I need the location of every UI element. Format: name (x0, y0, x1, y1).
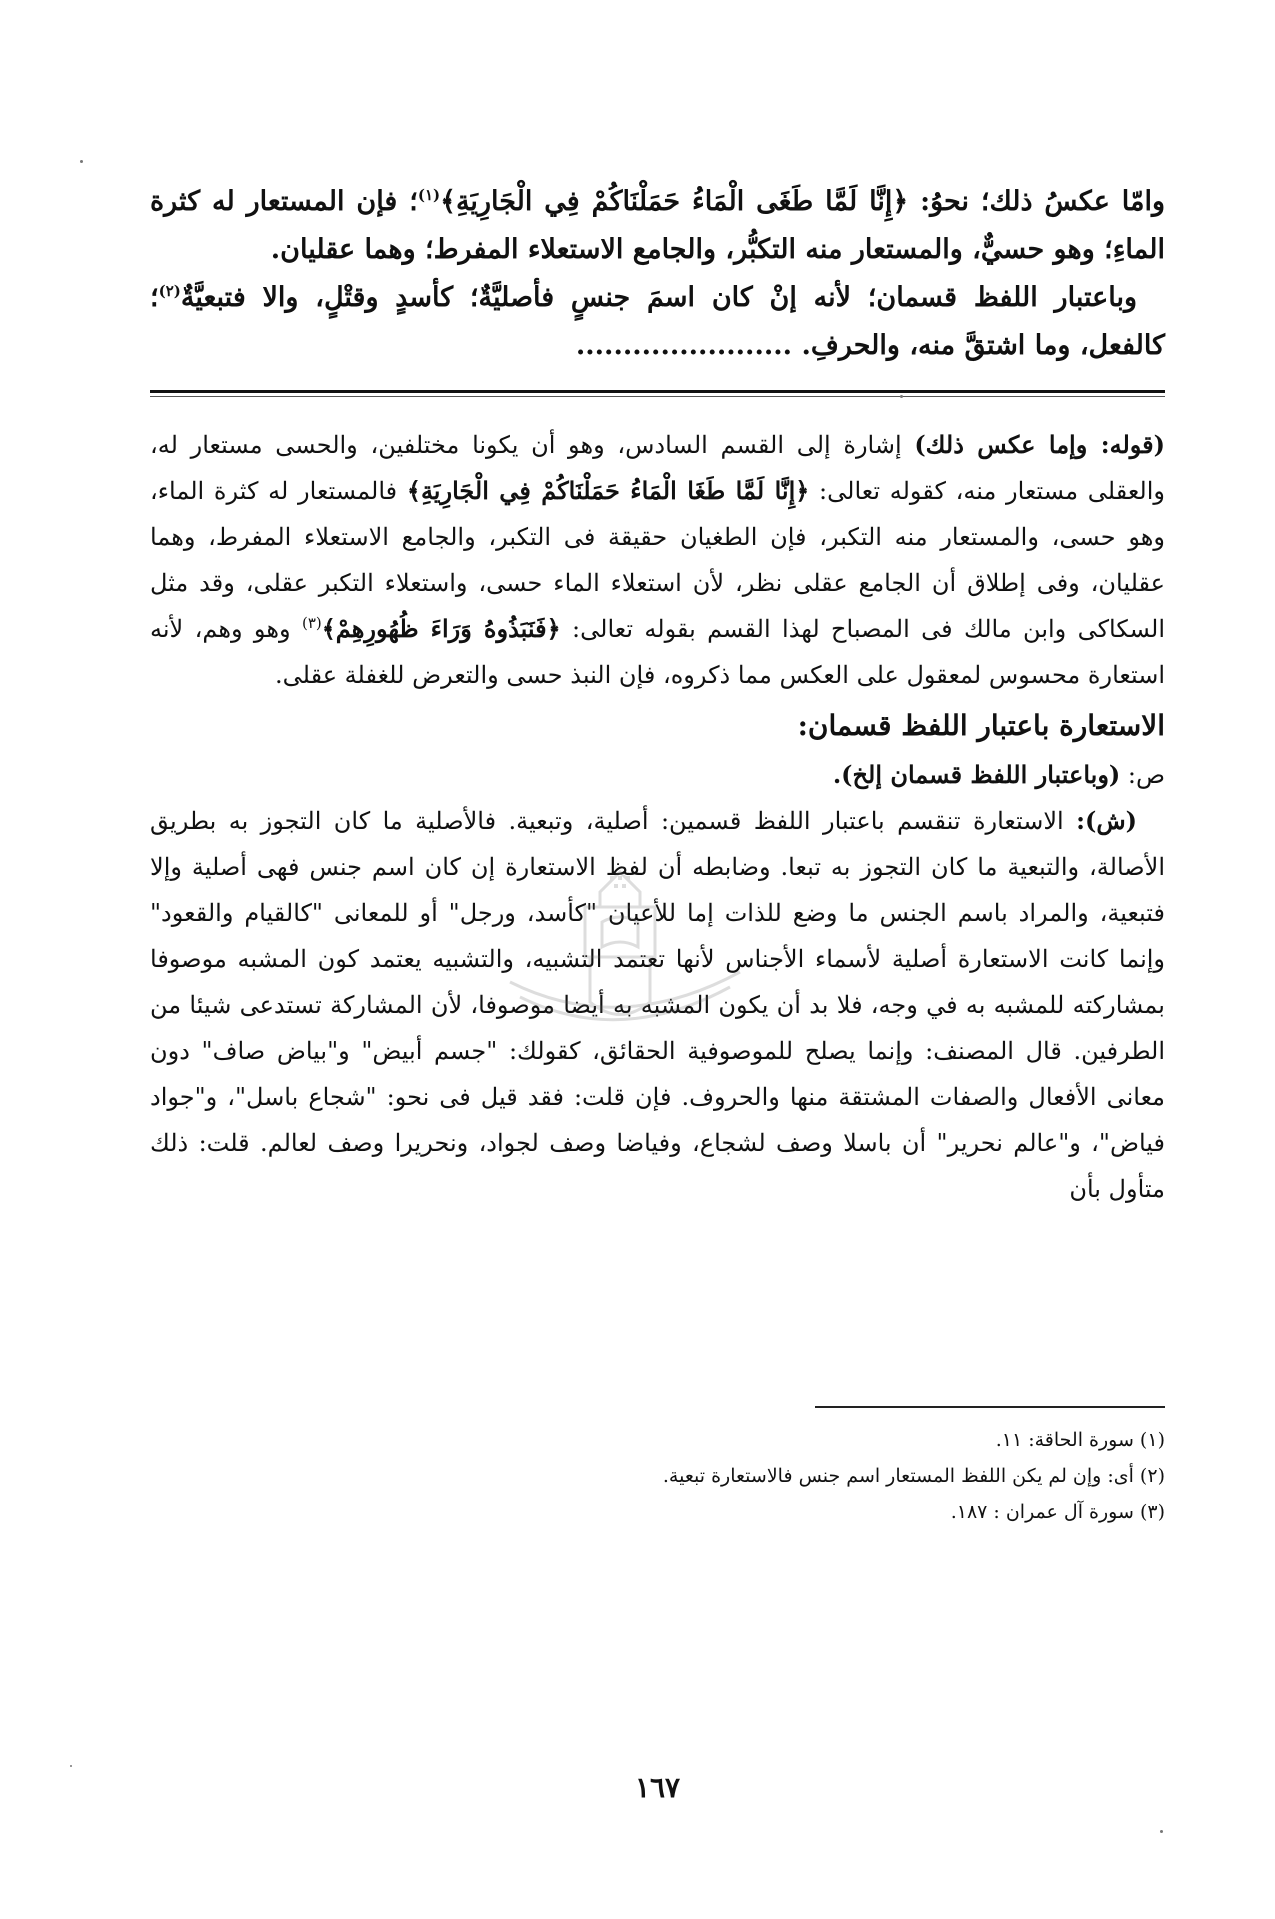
quran-verse: ﴿إِنَّا لَمَّا طَغَى الْمَاءُ حَمَلْنَاكُمْ فِي الْجَارِيَةِ﴾ (440, 186, 909, 217)
quran-verse: ﴿إِنَّا لَمَّا طَغَا الْمَاءُ حَمَلْنَاكُمْ فِي الْجَارِيَةِ﴾ (406, 476, 810, 505)
commentary-text (150, 422, 1165, 698)
scan-speck (80, 160, 83, 163)
commentary-label: (قوله: وإما عكس ذلك) (914, 430, 1165, 459)
footnote-marker: (٢) (158, 282, 181, 300)
commentary-segment: وهو وهم، لأنه استعارة محسوس لمعقول على العكس مما ذكروه، فإن النبذ حسى والتعرض للغفلة عقلى. (150, 615, 1165, 689)
matn-text-segment: وباعتبار اللفظ قسمان؛ لأنه إنْ كان اسمَ جنسٍ فأصليَّةٌ؛ كأسدٍ وقتْلٍ، والا فتبعيَّةٌ (180, 282, 1137, 313)
sharh-paragraph (150, 798, 1165, 1212)
matn-paragraph-1 (150, 178, 1165, 274)
sad-line (150, 752, 1165, 798)
section-heading: الاستعارة باعتبار اللفظ قسمان: (797, 709, 1165, 742)
matn-text-segment: وامّا عكسُ ذلك؛ نحوُ: (908, 186, 1165, 217)
commentary-segment: فالمستعار له كثرة الماء، وهو حسى، والمستعار منه التكبر، فإن الطغيان حقيقة فى التكبر، والجامع الاستعلاء المفرط، وهما عقليان، وفى إطلاق أن الجامع عقلى نظر، لأن استعلاء الماء حسى، واستعلاء التكبر عقلى، وقد مثل السكاكى وابن مالك فى المصباح لهذا القسم بقوله تعالى: (150, 477, 1166, 643)
footnote-item: (١) سورة الحاقة: ١١. (995, 1429, 1165, 1451)
footnote-rule (815, 1406, 1165, 1408)
scan-speck (70, 1765, 72, 1767)
matn-text-segment: ؛ كالفعل، وما اشتقَّ منه، والحرفِ. ....................... (150, 282, 1165, 361)
quran-verse: ﴿فَنَبَذُوهُ وَرَاءَ ظُهُورِهِمْ﴾ (321, 614, 561, 643)
commentary-paragraph (150, 422, 1165, 698)
sharh-text (150, 798, 1165, 1212)
footnote-marker: (١) (417, 186, 441, 204)
sharh-body: الاستعارة تنقسم باعتبار اللفظ قسمين: أصلية، وتبعية. فالأصلية ما كان التجوز به بطريق الأصالة، والتبعية ما كان التجوز به تبعا. وضابطه أن لفظ الاستعارة إن كان اسم جنس فهى أصلية وإلا فتبعية، والمراد باسم الجنس ما وضع للذات إما للأعيان "كأسد، ورجل" أو للمعانى "كالقيام والقعود" وإنما كانت الاستعارة أصلية لأسماء الأجناس لأنها تعتمد التشبيه، والتشبيه يعتمد كون المشبه موصوفا بمشاركته للمشبه به في وجه، فلا بد أن يكون المشبه به أيضا موصوفا، لأن المشاركة تستدعى شيئا من الطرفين. قال المصنف: وإنما يصلح للموصوفية الحقائق، كقولك: "جسم أبيض" و"بياض صاف" دون معانى الأفعال والصفات المشتقة منها والحروف. فإن قلت: فقد قيل فى نحو: "شجاع باسل"، و"جواد فياض"، و"عالم نحرير" أن باسلا وصف لشجاع، وفياضا وصف لجواد، ونحريرا وصف لعالم. قلت: ذلك متأول بأن (150, 807, 1165, 1203)
commentary-segment: إشارة إلى القسم السادس، وهو أن يكونا مختلفين، والحسى مستعار له، والعقلى مستعار منه، كقوله تعالى: (150, 431, 1166, 505)
section-separator (150, 390, 1165, 398)
book-page (150, 178, 1166, 1804)
page-number: ١٦٧ (634, 1771, 681, 1804)
footnotes (150, 1406, 1165, 1530)
matn-paragraph-2 (150, 274, 1165, 370)
footnote-item: (٣) سورة آل عمران : ١٨٧. (950, 1501, 1165, 1523)
sharh-label: (ش): (1076, 806, 1138, 835)
sad-label: ص: (1120, 761, 1165, 789)
matn-text (150, 178, 1165, 370)
footnote-marker: (٣) (301, 614, 322, 632)
matn-text-segment: ؛ فإن المستعار له كثرة الماءِ؛ وهو حسيٌّ، والمستعار منه التكبُّر، والجامع الاستعلاء المفرط؛ وهما عقليان. (150, 186, 1165, 265)
scan-speck (900, 395, 903, 398)
scan-speck (1160, 1830, 1163, 1833)
footnote-item: (٢) أى: وإن لم يكن اللفظ المستعار اسم جنس فالاستعارة تبعية. (662, 1465, 1165, 1487)
sad-text: (وباعتبار اللفظ قسمان إلخ). (832, 760, 1121, 789)
